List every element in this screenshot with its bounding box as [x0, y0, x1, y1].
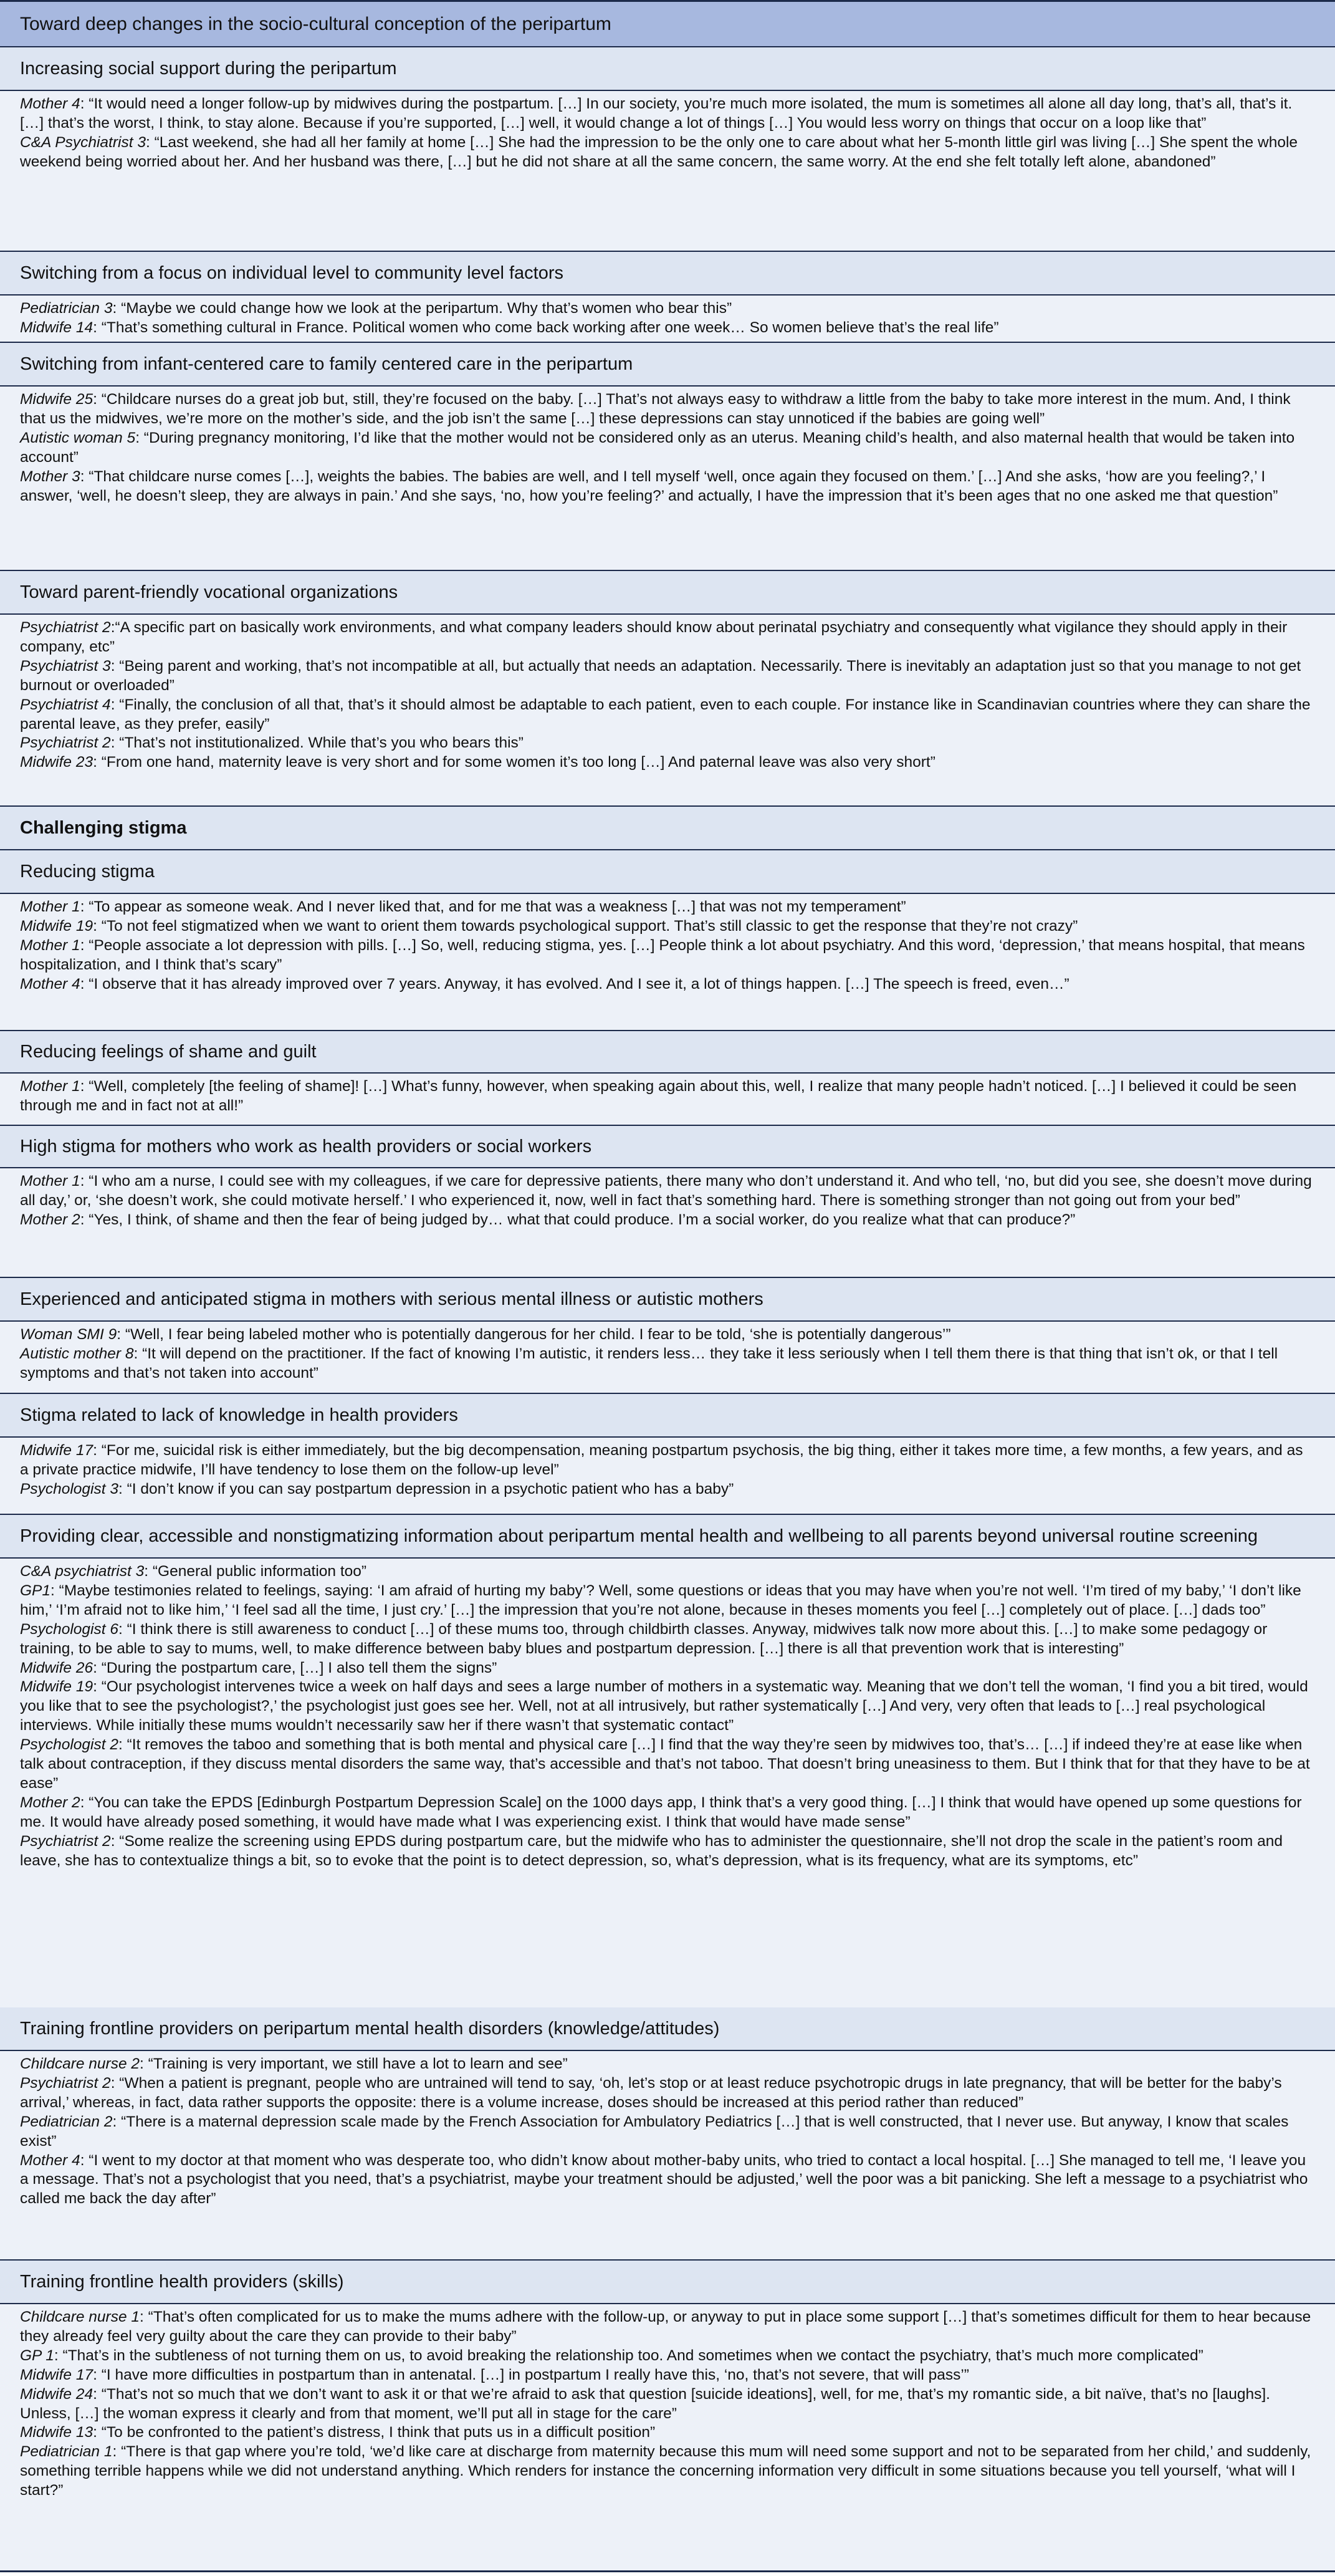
quote-speaker: Midwife 24	[20, 2385, 93, 2403]
section-quotes	[0, 894, 1335, 1031]
quote-speaker: Woman SMI 9	[20, 1326, 117, 1343]
quote-item	[20, 299, 1315, 319]
quote-text: : “There is a maternal depression scale made by the French Association for Ambulatory Pediatrics […] that is well constructed, that I never use. But anyway, I know that scales exist”	[20, 2113, 1289, 2150]
section-heading: Experienced and anticipated stigma in mothers with serious mental illness or autistic mothers	[0, 1278, 1335, 1322]
section-heading: Providing clear, accessible and nonstigmatizing information about peripartum mental health and wellbeing to all parents beyond universal routine screening	[0, 1515, 1335, 1559]
section-quotes	[0, 1438, 1335, 1515]
quote-item	[20, 917, 1315, 936]
quote-speaker: Mother 2	[20, 1211, 80, 1228]
quote-item	[20, 1441, 1315, 1480]
quote-text: : “Training is very important, we still have a lot to learn and see”	[140, 2055, 568, 2072]
quote-speaker: Midwife 14	[20, 319, 93, 336]
quote-item	[20, 2366, 1315, 2385]
quote-speaker: Midwife 23	[20, 754, 93, 771]
quote-speaker: Midwife 17	[20, 2366, 93, 2383]
quote-item	[20, 1582, 1315, 1620]
quote-item	[20, 1659, 1315, 1678]
quote-item	[20, 133, 1315, 172]
quote-text: : “You can take the EPDS [Edinburgh Postpartum Depression Scale] on the 1000 days app, I think that’s a very good thing. […] I think that would have opened up some questions for me. It would have already posed something, it would have made what I was experiencing exist. I think that would have made sense”	[20, 1794, 1302, 1830]
quote-text: : “That’s in the subtleness of not turning them on us, to avoid breaking the relationship too. And sometimes when we contact the psychiatry, that’s much more complicated”	[54, 2347, 1203, 2364]
quote-text: : “For me, suicidal risk is either immediately, but the big decompensation, meaning postpartum psychosis, the big thing, either it takes more time, a few months, a few years, and as a private practice midwife, I’ll have tendency to lose them on the follow-up level”	[20, 1442, 1303, 1478]
quote-speaker: Psychiatrist 4	[20, 696, 111, 713]
quote-text: : “General public information too”	[144, 1563, 367, 1580]
quote-item	[20, 1562, 1315, 1582]
quote-item	[20, 2113, 1315, 2151]
quote-text: : “I who am a nurse, I could see with my colleagues, if we care for depressive patients, there many who don’t understand it. And who tell, ‘no, but did you see, she doesn’t move during all day,’ or, ‘she doesn’t work, she could motivate herself.’ I who experienced it, now, well in fact that’s something hard. There is something stronger than not going out from your bed”	[20, 1173, 1312, 1209]
quote-text: :“A specific part on basically work environments, and what company leaders should know about perinatal psychiatry and consequently what vigilance they should apply in their company, etc”	[20, 619, 1288, 655]
quote-speaker: Mother 1	[20, 898, 80, 915]
section-subtitle: Challenging stigma	[0, 807, 1335, 850]
quote-speaker: Mother 3	[20, 468, 80, 485]
quote-speaker: Mother 2	[20, 1794, 80, 1811]
quote-item	[20, 734, 1315, 753]
quote-speaker: Midwife 25	[20, 391, 93, 408]
quote-text: : “Some realize the screening using EPDS during postpartum care, but the midwife who has to administer the questionnaire, she’ll not drop the scale in the patient’s room and leave, she has to contextualize things a bit, so to evoke that the point is to detect depression, so, what’s depression, what is its frequency, what are its symptoms, etc”	[20, 1832, 1283, 1869]
quote-item	[20, 2385, 1315, 2424]
section-quotes	[0, 1559, 1335, 2007]
quote-item	[20, 1172, 1315, 1211]
quote-item	[20, 1794, 1315, 1832]
quote-text: : “Yes, I think, of shame and then the fear of being judged by… what that could produce. I’m a social worker, do you realize what that can produce?”	[80, 1211, 1076, 1228]
quote-text: : “Well, I fear being labeled mother who is potentially dangerous for her child. I fear to be told, ‘she is potentially dangerous’”	[117, 1326, 951, 1343]
quote-speaker: Psychiatrist 2	[20, 619, 111, 636]
quote-item	[20, 2423, 1315, 2443]
quote-item	[20, 753, 1315, 772]
quote-speaker: Childcare nurse 2	[20, 2055, 140, 2072]
quote-speaker: Mother 1	[20, 1173, 80, 1189]
quote-text: : “It would need a longer follow-up by midwives during the postpartum. […] In our society, you’re much more isolated, the mum is sometimes all alone all day long, that’s all, that’s it. […] that’s the worst, I think, to stay alone. Because if you’re supported, […] well, it would change a lot of things […] You would less worry on things that occur on a loop like that”	[20, 95, 1293, 132]
quote-speaker: Psychiatrist 3	[20, 657, 111, 675]
quote-text: : “That’s not institutionalized. While that’s you who bears this”	[110, 734, 524, 752]
quote-speaker: GP1	[20, 1582, 51, 1599]
quote-speaker: C&A Psychiatrist 3	[20, 133, 146, 151]
quote-text: : “During the postpartum care, […] I also tell them the signs”	[93, 1659, 497, 1676]
quote-text: : “It will depend on the practitioner. If the fact of knowing I’m autistic, it renders less… they take it less seriously when I tell them there is that thing that isn’t ok, or that I tell symptoms and that’s not taken into account”	[20, 1345, 1278, 1382]
quote-text: : “That’s not so much that we don’t want to ask it or that we’re afraid to ask that question [suicide ideations], well, for me, that’s my romantic side, a bit naïve, that’s no [laughs]. Unless, […] the woman express it clearly and from that moment, we’ll put all in stage for the care”	[20, 2385, 1270, 2422]
quote-speaker: Psychologist 3	[20, 1480, 118, 1497]
quote-item	[20, 1678, 1315, 1736]
quote-item	[20, 1480, 1315, 1499]
section-quotes	[0, 2051, 1335, 2261]
quote-speaker: Midwife 26	[20, 1659, 93, 1676]
quote-speaker: GP 1	[20, 2347, 54, 2364]
section-heading: Switching from a focus on individual level to community level factors	[0, 252, 1335, 296]
section-quotes	[0, 2304, 1335, 2572]
quote-item	[20, 390, 1315, 429]
quote-speaker: Mother 4	[20, 2151, 80, 2169]
quote-item	[20, 696, 1315, 734]
section-heading: Stigma related to lack of knowledge in health providers	[0, 1394, 1335, 1438]
quote-text: : “People associate a lot depression with pills. […] So, well, reducing stigma, yes. […] People think a lot about psychiatry. And this word, ‘depression,’ that means hospital, that means hospitalization, and I think that’s scary”	[20, 936, 1305, 973]
quote-item	[20, 936, 1315, 975]
section-heading: Training frontline providers on peripartum mental health disorders (knowledge/attitudes)	[0, 2007, 1335, 2051]
quote-text: : “Our psychologist intervenes twice a week on half days and sees a large number of mothers in a systematic way. Meaning that we don’t tell the woman, ‘I find you a bit tired, would you like that to see the psychologist?,’ the psychologist just goes see her. Well, not at all intrusively, but rather systematically […] And very, very often that leads to […] real psychological interviews. While initially these mums wouldn’t necessarily saw her if there wasn’t that systematic contact”	[20, 1678, 1308, 1734]
quote-item	[20, 1211, 1315, 1230]
quote-item	[20, 2308, 1315, 2347]
quote-text: : “I have more difficulties in postpartum than in antenatal. […] in postpartum I really have this, ‘no, that’s not severe, that will pass’”	[93, 2366, 969, 2383]
quote-item	[20, 2347, 1315, 2366]
section-heading: Reducing feelings of shame and guilt	[0, 1031, 1335, 1074]
quote-item	[20, 319, 1315, 338]
quote-text: : “Maybe we could change how we look at the peripartum. Why that’s women who bear this”	[112, 300, 732, 317]
quote-text: : “Being parent and working, that’s not incompatible at all, but actually that needs an adaptation. Necessarily. There is inevitably an adaptation just so that you manage to not get burnout or overloaded”	[20, 657, 1301, 694]
section-quotes	[0, 615, 1335, 807]
quote-text: : “I went to my doctor at that moment who was desperate too, who didn’t know about mother-baby units, who tried to contact a local hospital. […] She managed to tell me, ‘I leave you a message. That’s not a psychologist that you need, that’s a psychiatrist, maybe your treatment should be adjusted,’ well the poor was a bit panicking. She left a message to a psychiatrist who called me back the day after”	[20, 2151, 1308, 2208]
quote-speaker: Pediatrician 3	[20, 300, 113, 317]
section-heading: Toward parent-friendly vocational organizations	[0, 571, 1335, 615]
quote-speaker: Autistic mother 8	[20, 1345, 134, 1362]
quote-text: : “To be confronted to the patient’s distress, I think that puts us in a difficult position”	[93, 2424, 656, 2441]
quote-item	[20, 1832, 1315, 1871]
quote-speaker: Psychiatrist 2	[20, 734, 111, 752]
quote-item	[20, 95, 1315, 133]
quote-text: : “Childcare nurses do a great job but, still, they’re focused on the baby. […] That’s not always easy to withdraw a little from the baby to take more interest in the mum. And, I think that us the midwives, we’re more on the mother’s side, and the job isn’t the same […] these depressions can stay unnoticed if the babies are going well”	[20, 391, 1291, 427]
quote-item	[20, 1077, 1315, 1116]
quote-speaker: Psychiatrist 2	[20, 1832, 111, 1850]
section-quotes	[0, 1322, 1335, 1394]
section-heading: Reducing stigma	[0, 850, 1335, 894]
quote-speaker: Pediatrician 1	[20, 2443, 113, 2461]
quote-speaker: Childcare nurse 1	[20, 2309, 140, 2325]
quote-item	[20, 1620, 1315, 1659]
quote-speaker: Autistic woman 5	[20, 429, 136, 446]
quote-item	[20, 618, 1315, 657]
quote-text: : “There is that gap where you’re told, ‘we’d like care at discharge from maternity because this mum will need some support and not to be separated from her child,’ and suddenly, something terrible happens while we did not understand anything. Which renders for instance the concerning information very difficult in some situations because you tell yourself, ‘what will I start?”	[20, 2443, 1311, 2499]
quote-speaker: Psychologist 6	[20, 1620, 118, 1638]
quote-text: : “From one hand, maternity leave is very short and for some women it’s too long […] And paternal leave was also very short”	[93, 754, 935, 771]
quote-speaker: Mother 4	[20, 975, 80, 992]
quote-text: : “When a patient is pregnant, people who are untrained will tend to say, ‘oh, let’s stop or at least reduce psychotropic drugs in late pregnancy, that will be better for the baby’s arrival,’ whereas, in fact, data rather supports the opposite: there is a volume increase, doses should be increased at this period rather than reduced”	[20, 2074, 1282, 2111]
quote-text: : “I don’t know if you can say postpartum depression in a psychotic patient who has a baby”	[118, 1480, 734, 1497]
section-heading: High stigma for mothers who work as health providers or social workers	[0, 1126, 1335, 1168]
quote-text: : “Finally, the conclusion of all that, that’s it should almost be adaptable to each patient, even to each couple. For instance like in Scandinavian countries where they can share the parental leave, as they prefer, easily”	[20, 696, 1311, 733]
quote-text: : “To appear as someone weak. And I never liked that, and for me that was a weakness […] that was not my temperament”	[80, 898, 906, 915]
quote-item	[20, 2055, 1315, 2074]
quote-item	[20, 2074, 1315, 2113]
section-heading: Increasing social support during the peripartum	[0, 47, 1335, 91]
quote-speaker: Mother 4	[20, 95, 80, 112]
quote-item	[20, 429, 1315, 468]
quote-item	[20, 468, 1315, 506]
quote-speaker: Midwife 17	[20, 1442, 93, 1459]
quote-speaker: Midwife 19	[20, 1678, 93, 1696]
quote-text: : “Maybe testimonies related to feelings, saying: ‘I am afraid of hurting my baby’? Well, some questions or ideas that you may have when you’re not well. ‘I’m tired of my baby,’ ‘I don’t like him,’ ‘I’m afraid not to like him,’ ‘I feel sad all the time, I just cry.’ […] the impression that you’re not alone, because in theses moments you feel […] completely out of place. […] dads too”	[20, 1582, 1301, 1618]
table-title: Toward deep changes in the socio-cultural conception of the peripartum	[0, 0, 1335, 47]
section-quotes	[0, 387, 1335, 571]
quote-text: : “That childcare nurse comes […], weights the babies. The babies are well, and I tell myself ‘well, once again they focused on them.’ […] And she asks, ‘how are you feeling?,’ I answer, ‘well, he doesn’t sleep, they are always in pain.’ And she says, ‘no, how you’re feeling?’ and actually, I have the impression that it’s been ages that no one asked me that question”	[20, 468, 1278, 504]
section-quotes	[0, 1074, 1335, 1126]
quote-text: : “That’s something cultural in France. Political women who come back working after one week… So women believe that’s the real life”	[93, 319, 999, 336]
quote-text: : “I think there is still awareness to conduct […] of these mums too, through childbirth classes. Anyway, midwives talk now more about this. […] to make some pedagogy or training, to be able to say to mums, well, to make difference between baby blues and postpartum depression. […] there is all that prevention work that is interesting”	[20, 1620, 1268, 1657]
quote-item	[20, 898, 1315, 917]
quote-speaker: C&A psychiatrist 3	[20, 1563, 145, 1580]
quote-item	[20, 1325, 1315, 1345]
quote-text: : “During pregnancy monitoring, I’d like that the mother would not be considered only as an uterus. Meaning child’s health, and also maternal health that would be taken into account”	[20, 429, 1295, 466]
quote-speaker: Midwife 13	[20, 2424, 93, 2441]
section-heading: Training frontline health providers (skills)	[0, 2261, 1335, 2304]
quote-item	[20, 2151, 1315, 2209]
quote-item	[20, 657, 1315, 696]
section-quotes	[0, 91, 1335, 252]
quote-text: : “I observe that it has already improved over 7 years. Anyway, it has evolved. And I see it, a lot of things happen. […] The speech is freed, even…”	[80, 975, 1069, 992]
quote-item	[20, 975, 1315, 994]
quote-speaker: Mother 1	[20, 1078, 80, 1095]
section-quotes	[0, 1168, 1335, 1278]
quote-speaker: Psychologist 2	[20, 1736, 118, 1754]
quote-speaker: Midwife 19	[20, 917, 93, 935]
quote-speaker: Mother 1	[20, 936, 80, 954]
quote-speaker: Pediatrician 2	[20, 2113, 113, 2130]
quote-item	[20, 1345, 1315, 1383]
quote-text: : “To not feel stigmatized when we want to orient them towards psychological support. That’s still classic to get the response that they’re not crazy”	[93, 917, 1078, 935]
quote-text: : “That’s often complicated for us to make the mums adhere with the follow-up, or anyway to put in place some support […] that’s sometimes difficult for them to hear because they already feel very guilty about the care they can provide to their baby”	[20, 2309, 1311, 2345]
quote-item	[20, 1736, 1315, 1794]
quote-item	[20, 2443, 1315, 2501]
quote-text: : “Well, completely [the feeling of shame]! […] What’s funny, however, when speaking again about this, well, I realize that many people hadn’t noticed. […] I believed it could be seen through me and in fact not at all!”	[20, 1078, 1297, 1114]
quote-speaker: Psychiatrist 2	[20, 2074, 111, 2092]
section-heading: Switching from infant-centered care to family centered care in the peripartum	[0, 343, 1335, 387]
section-quotes	[0, 296, 1335, 343]
quote-text: : “Last weekend, she had all her family at home […] She had the impression to be the only one to care about what her 5-month little girl was living […] She spent the whole weekend being worried about her. And her husband was there, […] but he did not share at all the same concern, the same worry. At the end she felt totally left alone, abandoned”	[20, 133, 1298, 170]
quote-text: : “It removes the taboo and something that is both mental and physical care […] I find that the way they’re seen by midwives too, that’s… […] if indeed they’re at ease like when talk about contraception, if they discuss mental disorders the same way, that’s accessible and that’s not taboo. That doesn’t bring uneasiness to them. But I think that for that they have to be at ease”	[20, 1736, 1310, 1792]
